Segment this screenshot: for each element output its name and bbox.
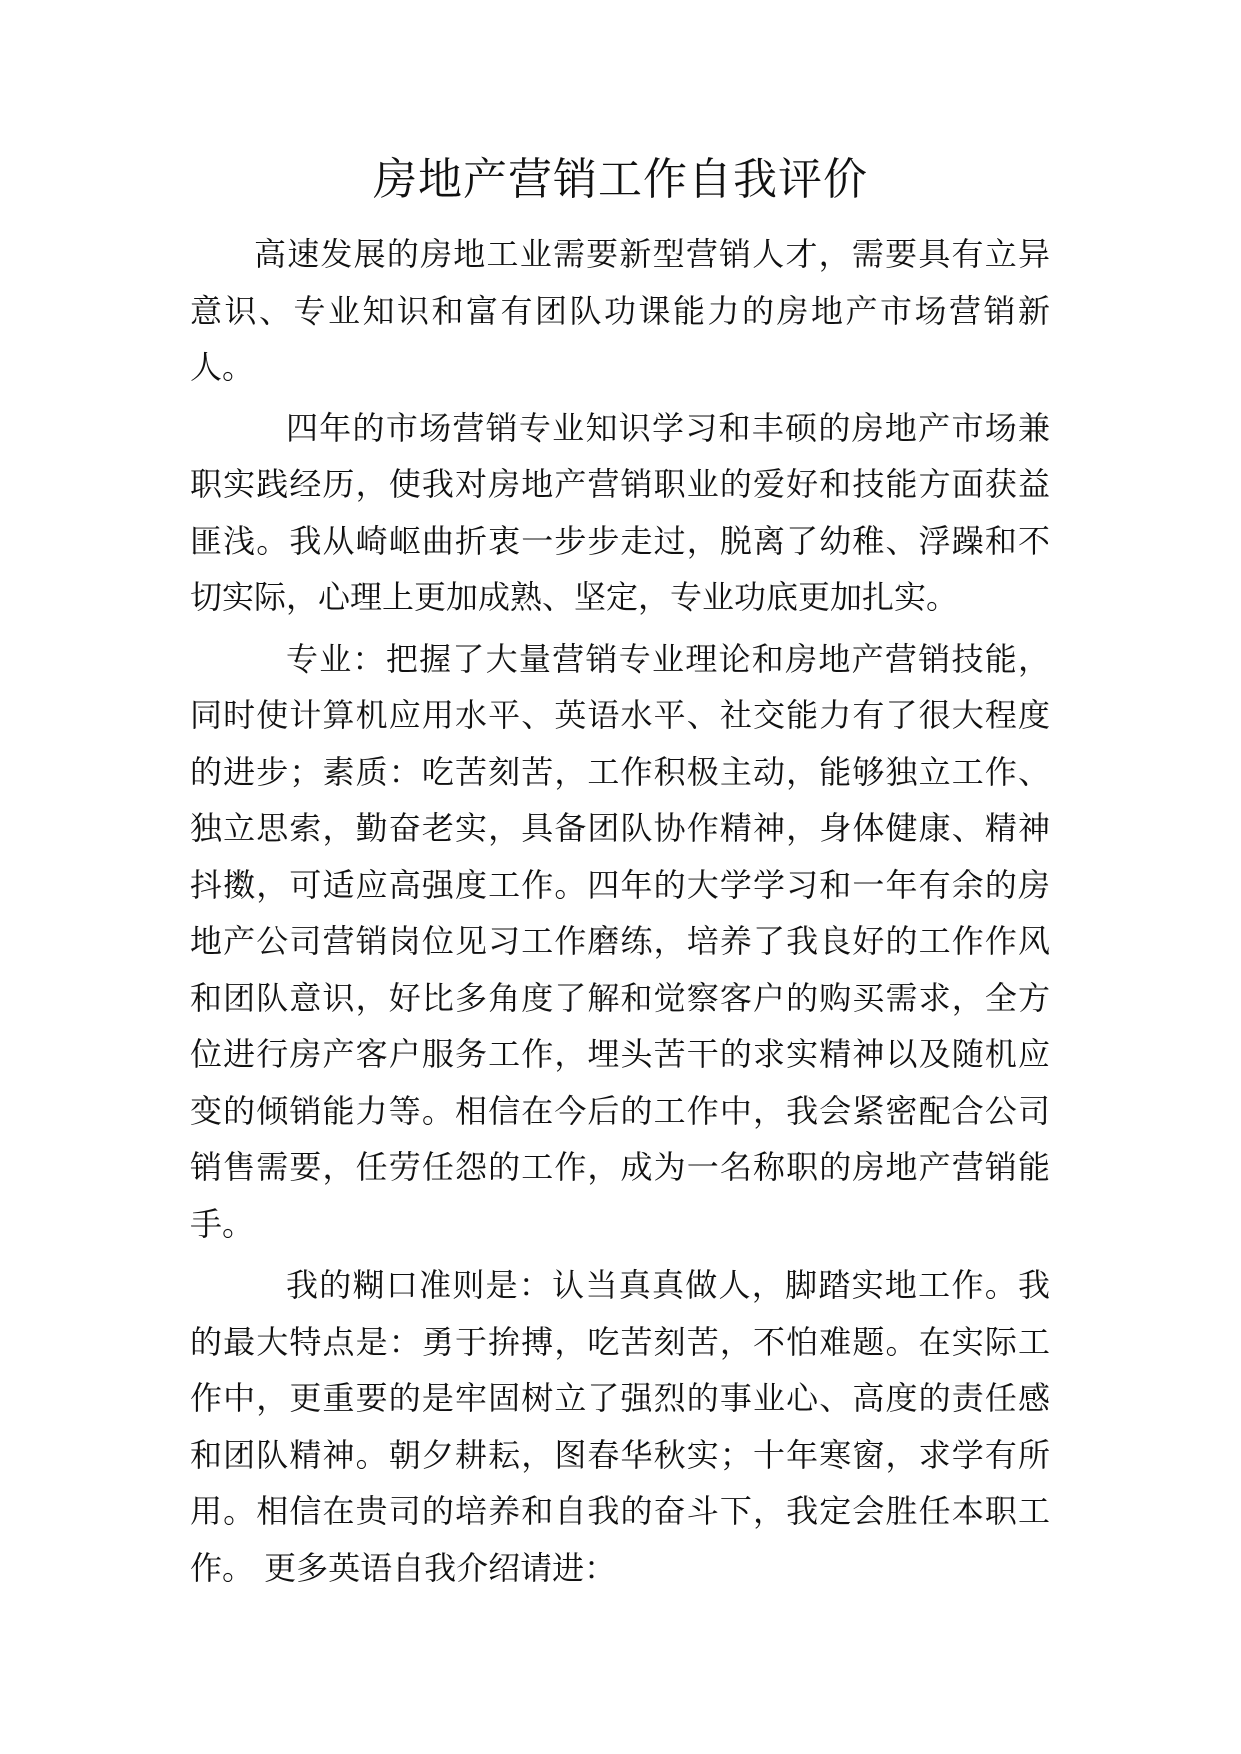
document-body xyxy=(190,226,1050,1596)
document-title: 房地产营销工作自我评价 xyxy=(373,154,868,205)
paragraph-principles: 我的糊口准则是：认当真真做人，脚踏实地工作。我的最大特点是：勇于拚搏，吃苦刻苦，不怕难题。在实际工作中，更重要的是牢固树立了强烈的事业心、高度的责任感和团队精神。朝夕耕耘，图春华秋实；十年寒窗，求学有所用。相信在贵司的培养和自我的奋斗下，我定会胜任本职工作。 更多英语自我介绍请进： xyxy=(190,1266,1050,1587)
paragraph-intro: 高速发展的房地工业需要新型营销人才，需要具有立异意识、专业知识和富有团队功课能力的房地产市场营销新人。 xyxy=(190,235,1050,386)
paragraph-experience: 四年的市场营销专业知识学习和丰硕的房地产市场兼职实践经历，使我对房地产营销职业的爱好和技能方面获益匪浅。我从崎岖曲折衷一步步走过，脱离了幼稚、浮躁和不切实际，心理上更加成熟、坚定，专业功底更加扎实。 xyxy=(190,408,1050,616)
paragraph-skills: 专业：把握了大量营销专业理论和房地产营销技能，同时使计算机应用水平、英语水平、社交能力有了很大程度的进步；素质：吃苦刻苦，工作积极主动，能够独立工作、独立思索，勤奋老实，具备团队协作精神，身体健康、精神抖擞，可适应高强度工作。四年的大学学习和一年有余的房地产公司营销岗位见习工作磨练，培养了我良好的工作作风和团队意识，好比多角度了解和觉察客户的购买需求，全方位进行房产客户服务工作，埋头苦干的求实精神以及随机应变的倾销能力等。相信在今后的工作中，我会紧密配合公司销售需要，任劳任怨的工作，成为一名称职的房地产营销能手。 xyxy=(190,639,1050,1243)
